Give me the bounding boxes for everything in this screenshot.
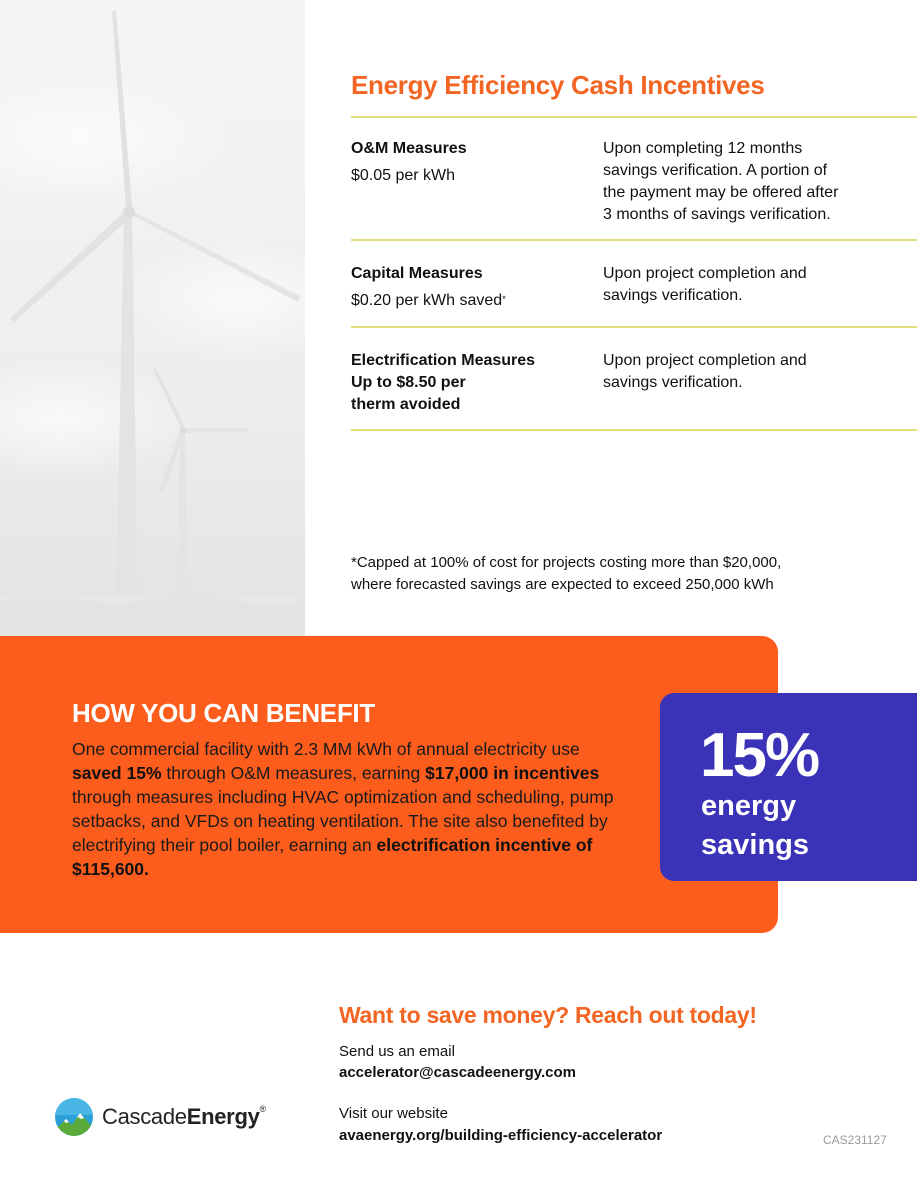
logo-wordmark bbox=[102, 1104, 266, 1130]
electrification-label-line: Electrification Measures bbox=[351, 352, 536, 369]
website-link[interactable]: avaenergy.org/building-efficiency-accelerator bbox=[339, 1127, 663, 1144]
savings-line: savings bbox=[701, 829, 809, 861]
divider bbox=[351, 429, 917, 431]
benefit-highlight: $17,000 in incentives bbox=[425, 763, 600, 783]
benefit-highlight: saved 15% bbox=[72, 763, 162, 783]
email-label: Send us an email bbox=[339, 1043, 455, 1060]
logo-word-cascade: Cascade bbox=[102, 1104, 187, 1129]
benefit-body bbox=[72, 737, 632, 881]
capital-measures-terms bbox=[603, 263, 903, 307]
footnote-line: where forecasted savings are expected to exceed 250,000 kWh bbox=[351, 576, 774, 593]
electrification-measures-terms bbox=[603, 350, 903, 394]
terms-line: the payment may be offered after bbox=[603, 184, 839, 201]
benefit-highlight: electrification incentive of $115,600. bbox=[72, 835, 593, 879]
divider bbox=[351, 326, 917, 328]
benefit-text: through O&M measures, earning bbox=[161, 763, 426, 783]
savings-line: energy bbox=[701, 790, 797, 822]
incentives-title: Energy Efficiency Cash Incentives bbox=[351, 70, 765, 100]
terms-line: Upon project completion and bbox=[603, 352, 807, 369]
savings-callout bbox=[660, 693, 917, 881]
website-label: Visit our website bbox=[339, 1105, 448, 1122]
savings-label bbox=[701, 787, 809, 865]
om-measures-rate: $0.05 per kWh bbox=[351, 167, 456, 184]
capital-measures bbox=[351, 263, 591, 312]
hero-wind-turbine-image bbox=[0, 0, 305, 636]
logo-word-energy: Energy bbox=[186, 1104, 260, 1129]
electrification-label-line: Up to $8.50 per bbox=[351, 374, 466, 391]
divider bbox=[351, 116, 917, 118]
capital-measures-rate bbox=[351, 290, 591, 312]
terms-line: savings verification. A portion of bbox=[603, 162, 828, 179]
electrification-measures bbox=[351, 350, 591, 416]
om-measures-label: O&M Measures bbox=[351, 140, 467, 157]
wind-turbine-illustration bbox=[0, 0, 305, 636]
benefit-heading: HOW YOU CAN BENEFIT bbox=[72, 698, 375, 728]
footnote bbox=[351, 552, 781, 596]
cascade-energy-logo bbox=[54, 1097, 266, 1137]
capital-measures-label: Capital Measures bbox=[351, 265, 483, 282]
terms-line: 3 months of savings verification. bbox=[603, 206, 831, 223]
email-link[interactable]: accelerator@cascadeenergy.com bbox=[339, 1064, 576, 1081]
footnote-mark: * bbox=[502, 294, 506, 304]
benefit-text: One commercial facility with 2.3 MM kWh of annual electricity use bbox=[72, 739, 580, 759]
contact-title: Want to save money? Reach out today! bbox=[339, 1002, 757, 1028]
capital-rate-text: $0.20 per kWh saved bbox=[351, 292, 503, 309]
benefit-text: through measures including HVAC optimization and scheduling, pump setbacks, and VFDs on heating ventilation. The site also benefited by electrifying their pool boiler, earning an bbox=[72, 787, 614, 855]
savings-value: 15% bbox=[700, 721, 819, 790]
om-measures bbox=[351, 138, 591, 187]
terms-line: savings verification. bbox=[603, 287, 743, 304]
registered-mark: ® bbox=[259, 1104, 266, 1114]
electrification-label-line: therm avoided bbox=[351, 396, 461, 413]
om-measures-terms bbox=[603, 138, 903, 226]
terms-line: Upon project completion and bbox=[603, 265, 807, 282]
terms-line: Upon completing 12 months bbox=[603, 140, 803, 157]
terms-line: savings verification. bbox=[603, 374, 743, 391]
footnote-line: *Capped at 100% of cost for projects costing more than $20,000, bbox=[351, 554, 782, 571]
document-code: CAS231127 bbox=[823, 1133, 887, 1147]
divider bbox=[351, 239, 917, 241]
mountain-logo-icon bbox=[54, 1097, 94, 1137]
